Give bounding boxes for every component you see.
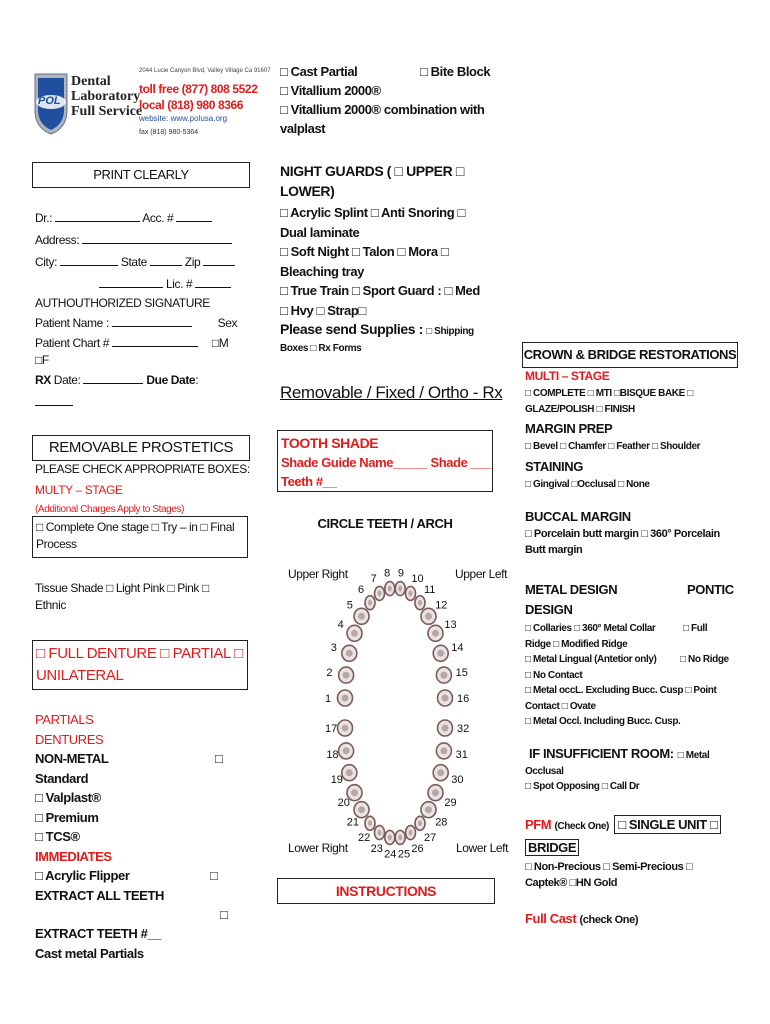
tooth-number-label: 30 xyxy=(451,774,464,787)
tooth-number-label: 17 xyxy=(325,723,338,735)
crown-stage-options-2[interactable]: GLAZE/POLISH □ FINISH xyxy=(525,404,635,415)
tooth-1[interactable] xyxy=(325,690,353,706)
no-contact-checkbox[interactable]: □ No Contact xyxy=(525,669,583,681)
tooth-22[interactable] xyxy=(358,816,375,844)
tooth-9[interactable] xyxy=(395,568,405,596)
tooth-arch-diagram xyxy=(280,548,510,878)
night-guard-bleaching[interactable]: Bleaching tray xyxy=(280,263,364,279)
tooth-number-label: 5 xyxy=(346,599,353,612)
tooth-number-label: 3 xyxy=(330,641,337,654)
tooth-number-label: 26 xyxy=(411,842,424,855)
tooth-6[interactable] xyxy=(358,584,375,610)
tooth-15[interactable] xyxy=(436,667,467,683)
tooth-31[interactable] xyxy=(436,743,467,761)
due-date-label: Due Date xyxy=(146,373,196,387)
tooth-number-label: 6 xyxy=(358,583,365,596)
state-field[interactable] xyxy=(150,253,182,266)
acrylic-flipper-box[interactable]: □ xyxy=(210,868,218,883)
tooth-number-label: 1 xyxy=(325,693,332,705)
patient-chart-field[interactable] xyxy=(112,334,198,347)
night-guard-options-1[interactable]: □ Acrylic Splint □ Anti Snoring □ xyxy=(280,205,465,220)
dentures-label: DENTURES xyxy=(35,731,104,747)
tooth-number-label: 23 xyxy=(370,842,383,855)
crown-bridge-title: CROWN & BRIDGE RESTORATIONS xyxy=(523,347,737,362)
tooth-number-label: 4 xyxy=(337,618,344,631)
multy-stage-label: MULTY – STAGE xyxy=(35,483,123,497)
additional-charges-note: (Additional Charges Apply to Stages) xyxy=(35,504,185,515)
bridge-checkbox[interactable]: BRIDGE xyxy=(525,839,579,856)
shade-guide-field[interactable]: Shade Guide Name_____ Shade ___ xyxy=(281,455,492,470)
tooth-number-label: 11 xyxy=(424,583,436,596)
single-unit-checkbox[interactable]: □ SINGLE UNIT □ xyxy=(614,815,721,834)
margin-prep-options[interactable]: □ Bevel □ Chamfer □ Feather □ Shoulder xyxy=(525,441,701,452)
company-name-line3: Full Service xyxy=(71,104,143,119)
design-title: DESIGN xyxy=(525,602,573,617)
signature-label: AUTHOUTHORIZED SIGNATURE xyxy=(35,296,210,310)
tooth-number-label: 8 xyxy=(384,567,391,580)
immediates-label: IMMEDIATES xyxy=(35,848,112,864)
tooth-number-label: 31 xyxy=(455,749,468,762)
tooth-number-label: 18 xyxy=(326,749,339,762)
premium-checkbox[interactable]: □ Premium xyxy=(35,809,99,825)
valplast-checkbox[interactable]: □ Valplast® xyxy=(35,790,101,805)
metal-occlusal-checkbox[interactable]: □ Metal xyxy=(677,750,710,761)
instructions-title: INSTRUCTIONS xyxy=(335,883,437,899)
metal-lingual-checkbox[interactable]: □ Metal Lingual (Antetior only) xyxy=(525,654,657,665)
bite-block-checkbox[interactable]: □ Bite Block xyxy=(420,64,491,79)
denture-type-box xyxy=(32,640,248,690)
tooth-number-label: 16 xyxy=(457,693,470,705)
rx-form-title: Removable / Fixed / Ortho - Rx xyxy=(280,383,503,402)
zip-label: Zip xyxy=(184,255,201,269)
tooth-32[interactable] xyxy=(438,720,470,736)
acc-label: Acc. # xyxy=(142,211,174,225)
dr-label: Dr.: xyxy=(35,211,53,225)
tooth-3[interactable] xyxy=(331,642,357,662)
website-link[interactable]: website: www.polusa.org xyxy=(139,114,228,123)
collaries-options[interactable]: □ Collaries □ 360° Metal Collar xyxy=(525,623,656,634)
state-label: State xyxy=(120,255,147,269)
dr-field[interactable] xyxy=(55,209,140,222)
tooth-number-label: 19 xyxy=(330,774,343,787)
buccal-margin-title: BUCCAL MARGIN xyxy=(525,509,631,524)
metal-design-title: METAL DESIGN xyxy=(525,582,618,597)
tooth-number-label: 25 xyxy=(397,848,411,861)
zip-field[interactable] xyxy=(203,253,235,266)
acrylic-flipper-checkbox[interactable]: □ Acrylic Flipper xyxy=(35,868,130,883)
tooth-number-label: 21 xyxy=(346,816,360,829)
upper-left-label: Upper Left xyxy=(455,567,508,581)
tooth-30[interactable] xyxy=(433,765,463,787)
extract-all-teeth-label: EXTRACT ALL TEETH xyxy=(35,887,164,903)
city-label: City: xyxy=(35,255,58,269)
tooth-8[interactable] xyxy=(384,568,395,596)
night-guard-options-4[interactable]: □ Hvy □ Strap□ xyxy=(280,302,366,318)
non-metal-label: NON-METAL xyxy=(35,751,109,766)
full-cast-label: Full Cast xyxy=(525,911,577,926)
rx-date-field[interactable] xyxy=(83,371,143,384)
tooth-18[interactable] xyxy=(326,743,353,761)
night-guards-title[interactable]: NIGHT GUARDS ( □ UPPER □ xyxy=(280,163,464,179)
pfm-metal-options-1[interactable]: □ Non-Precious □ Semi-Precious □ xyxy=(525,861,693,873)
tooth-number-label: 2 xyxy=(326,666,333,679)
metal-occl-excluding-checkbox[interactable]: □ Metal occL. Excluding Bucc. Cusp □ Point xyxy=(525,685,717,696)
tissue-shade-options[interactable]: Tissue Shade □ Light Pink □ Pink □ xyxy=(35,581,209,595)
lower-left-label: Lower Left xyxy=(456,841,509,855)
supplies-options[interactable]: Boxes □ Rx Forms xyxy=(280,342,362,354)
tooth-number-label: 22 xyxy=(358,832,371,845)
print-clearly-box xyxy=(32,162,250,188)
circle-teeth-label: CIRCLE TEETH / ARCH xyxy=(317,516,453,531)
tissue-shade-ethnic[interactable]: Ethnic xyxy=(35,598,66,612)
tooth-11[interactable] xyxy=(415,584,435,610)
supplies-shipping-checkbox[interactable]: □ Shipping xyxy=(426,326,474,337)
tooth-number-label: 12 xyxy=(435,599,448,612)
due-date-field[interactable] xyxy=(35,393,73,406)
tooth-number-label: 32 xyxy=(457,723,470,735)
instructions-box xyxy=(277,878,495,904)
tooth-number-label: 13 xyxy=(444,618,457,631)
extract-teeth-label[interactable]: EXTRACT TEETH #__ xyxy=(35,926,162,941)
tooth-2[interactable] xyxy=(326,667,353,683)
tooth-17[interactable] xyxy=(325,720,353,736)
tooth-number-label: 20 xyxy=(337,797,350,810)
sex-f-checkbox[interactable]: □F xyxy=(35,353,49,367)
sex-m-checkbox[interactable]: □M xyxy=(211,336,229,350)
cast-metal-partials-label: Cast metal Partials xyxy=(35,945,144,961)
address-field[interactable] xyxy=(82,231,232,244)
metal-occl-including-checkbox[interactable]: □ Metal Occl. Including Bucc. Cusp. xyxy=(525,716,681,727)
full-cast-check-one: (check One) xyxy=(579,914,639,926)
lab-logo xyxy=(33,66,271,146)
night-guard-options-2[interactable]: □ Soft Night □ Talon □ Mora □ xyxy=(280,244,449,259)
tooth-24[interactable] xyxy=(384,830,396,860)
toll-free-phone: toll free (877) 808 5522 xyxy=(139,82,258,96)
spot-opposing-options[interactable]: □ Spot Opposing □ Call Dr xyxy=(525,781,640,792)
removable-prostetics-box xyxy=(32,435,250,461)
fax-number: fax (818) 980-5364 xyxy=(139,129,199,136)
full-ridge-checkbox[interactable]: □ Full xyxy=(683,623,708,634)
patient-name-field[interactable] xyxy=(112,314,192,327)
denture-type-unilateral[interactable]: UNILATERAL xyxy=(36,667,124,684)
non-metal-checkbox[interactable]: □ xyxy=(215,751,223,766)
tooth-number-label: 15 xyxy=(455,666,468,679)
pfm-label: PFM xyxy=(525,817,552,832)
sex-label: Sex xyxy=(217,316,238,330)
night-guard-options-3[interactable]: □ True Train □ Sport Guard : □ Med xyxy=(280,283,480,298)
tooth-number-label: 24 xyxy=(384,848,397,861)
tooth-number-label: 29 xyxy=(444,797,457,810)
due-date-colon: : xyxy=(195,373,199,387)
crown-bridge-box xyxy=(522,342,738,368)
standard-label: Standard xyxy=(35,770,89,786)
valplast-label: valplast xyxy=(280,121,326,136)
buccal-margin-butt[interactable]: Butt margin xyxy=(525,544,583,556)
tooth-chart xyxy=(280,548,510,878)
denture-type-options[interactable]: □ FULL DENTURE □ PARTIAL □ xyxy=(36,645,243,662)
crown-multi-stage: MULTI – STAGE xyxy=(525,369,610,383)
stage-options[interactable]: □ Complete One stage □ Try – in □ Final xyxy=(36,520,235,534)
pfm-check-one: (Check One) xyxy=(554,821,609,832)
tooth-number-label: 7 xyxy=(370,573,377,586)
logo-text: POL xyxy=(38,95,61,107)
extract-teeth-checkbox[interactable]: □ xyxy=(220,907,228,922)
lower-right-label: Lower Right xyxy=(288,841,348,855)
pontic-title: PONTIC xyxy=(687,582,734,597)
removable-prostetics-title: REMOVABLE PROSTETICS xyxy=(48,439,234,456)
ovate-checkbox[interactable]: Contact □ Ovate xyxy=(525,700,596,712)
vitallium-checkbox[interactable]: □ Vitallium 2000® xyxy=(280,83,381,98)
cast-partial-checkbox[interactable]: □ Cast Partial xyxy=(280,64,358,79)
tooth-number-label: 9 xyxy=(397,567,405,580)
stage-options-process: Process xyxy=(36,537,77,551)
tooth-shade-title: TOOTH SHADE xyxy=(281,435,379,451)
rx-date-label: Date: xyxy=(50,373,81,387)
partials-label: PARTIALS xyxy=(35,712,94,727)
stage-options-box xyxy=(32,516,248,558)
company-name-line1: Dental xyxy=(71,74,111,89)
night-guards-lower[interactable]: LOWER) xyxy=(280,183,335,199)
company-name-line2: Laboratory xyxy=(71,89,141,104)
tooth-27[interactable] xyxy=(415,816,436,844)
print-clearly-label: PRINT CLEARLY xyxy=(93,167,189,182)
tooth-number-label: 27 xyxy=(424,832,437,845)
lic-line-pre[interactable] xyxy=(99,275,163,288)
lab-address: 2044 Lucie Canyon Blvd, Valley Village Ca 91607 xyxy=(139,68,271,74)
upper-right-label: Upper Right xyxy=(288,567,348,581)
address-label: Address: xyxy=(35,233,80,247)
occlusal-label: Occlusal xyxy=(525,766,564,777)
lic-label: Lic. # xyxy=(165,277,193,291)
crown-stage-options-1[interactable]: □ COMPLETE □ MTI □BISQUE BAKE □ xyxy=(525,388,693,399)
local-phone: local (818) 980 8366 xyxy=(139,98,244,112)
margin-prep-title: MARGIN PREP xyxy=(525,421,613,436)
night-guard-dual-laminate[interactable]: Dual laminate xyxy=(280,224,360,240)
tooth-number-label: 28 xyxy=(435,816,448,829)
buccal-margin-options[interactable]: □ Porcelain butt margin □ 360° Porcelain xyxy=(525,528,720,540)
tooth-16[interactable] xyxy=(438,690,470,706)
tcs-checkbox[interactable]: □ TCS® xyxy=(35,829,80,844)
patient-name-label: Patient Name : xyxy=(35,316,109,330)
tooth-number-label: 10 xyxy=(411,573,424,586)
staining-options[interactable]: □ Gingival □Occlusal □ None xyxy=(525,479,650,490)
please-check-label: PLEASE CHECK APPROPRIATE BOXES: xyxy=(35,462,250,476)
acc-field[interactable] xyxy=(176,209,212,222)
tooth-19[interactable] xyxy=(331,765,357,787)
city-field[interactable] xyxy=(60,253,118,266)
patient-chart-label: Patient Chart # xyxy=(35,336,110,350)
supplies-label: Please send Supplies : xyxy=(280,321,423,337)
lic-field[interactable] xyxy=(195,275,231,288)
vitallium-combo-checkbox[interactable]: □ Vitallium 2000® combination with xyxy=(280,102,485,117)
pfm-metal-options-2[interactable]: Captek® □HN Gold xyxy=(525,877,618,889)
tooth-shade-box xyxy=(277,430,493,492)
no-ridge-checkbox[interactable]: □ No Ridge xyxy=(680,654,729,665)
ridge-options[interactable]: Ridge □ Modified Ridge xyxy=(525,638,628,650)
staining-title: STAINING xyxy=(525,459,583,474)
insufficient-room-label: IF INSUFFICIENT ROOM: xyxy=(529,746,674,761)
teeth-number-field[interactable]: Teeth #__ xyxy=(281,474,337,489)
patient-info xyxy=(35,209,250,411)
tooth-number-label: 14 xyxy=(451,641,464,654)
tooth-14[interactable] xyxy=(433,642,463,662)
rx-label: RX xyxy=(35,373,51,387)
